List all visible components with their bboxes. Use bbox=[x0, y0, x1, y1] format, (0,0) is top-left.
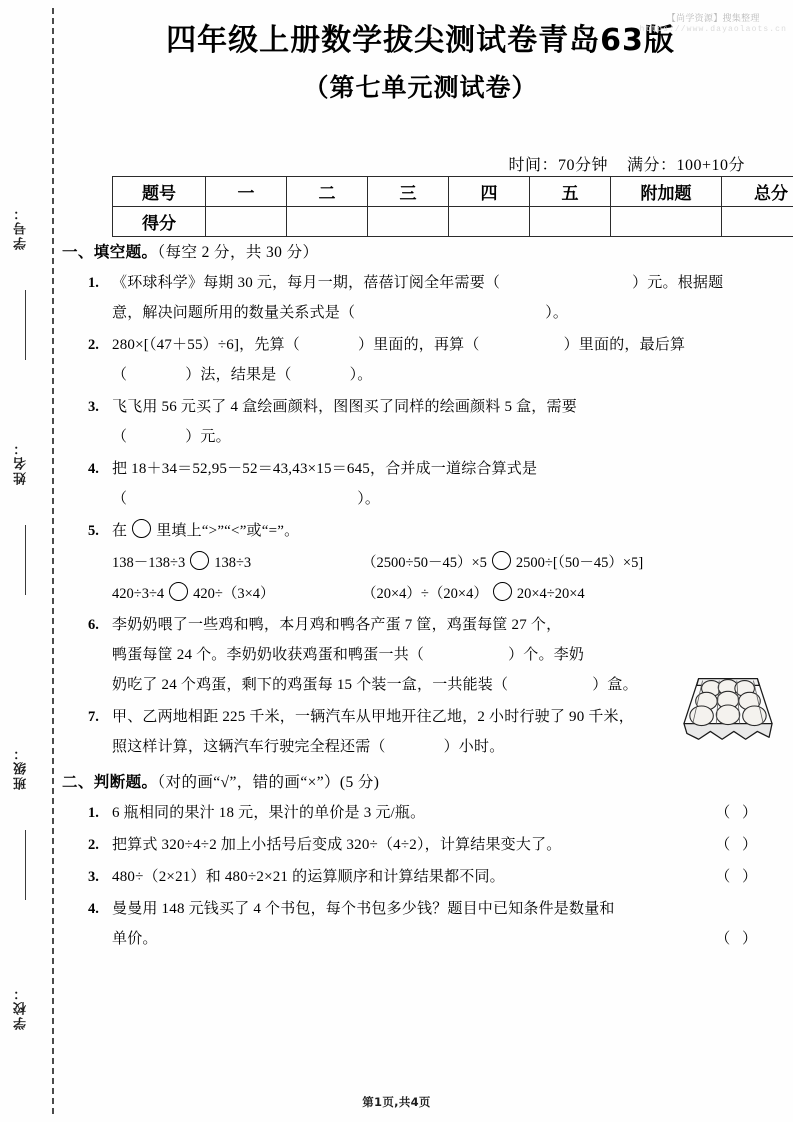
page-footer: 第1页,共4页 bbox=[362, 1095, 431, 1109]
q7-line2-b: ）小时。 bbox=[443, 739, 505, 755]
question-number: 7. bbox=[88, 709, 99, 725]
q3-line1: 飞飞用 56 元买了 4 盒绘画颜料，图图买了同样的绘画颜料 5 盒，需要 bbox=[112, 399, 577, 415]
score-table-header-bonus: 附加题 bbox=[611, 177, 722, 207]
score-table-header-part-2: 二 bbox=[287, 177, 368, 207]
question-number: 3. bbox=[88, 869, 99, 885]
score-cell-part-3[interactable] bbox=[368, 207, 449, 237]
q2-line1-c: ）里面的，最后算 bbox=[563, 337, 686, 353]
judge-4-text-2: 单价。 bbox=[112, 931, 158, 947]
score-table-value-row bbox=[113, 207, 793, 237]
judge-2-answer-box[interactable]: （ ） bbox=[715, 837, 761, 853]
question-number: 2. bbox=[88, 837, 99, 853]
egg-carton-icon bbox=[679, 659, 777, 751]
q2-line1-b: ）里面的，再算（ bbox=[357, 337, 480, 353]
question-number: 2. bbox=[88, 337, 99, 353]
margin-rule-2 bbox=[25, 525, 26, 595]
score-cell-bonus[interactable] bbox=[611, 207, 722, 237]
section-two-label: 二、判断题。 bbox=[62, 774, 158, 791]
cmp-4-left: （20×4）÷（20×4） bbox=[362, 586, 488, 602]
score-table-header-part-4: 四 bbox=[449, 177, 530, 207]
margin-rule-3 bbox=[25, 830, 26, 900]
q4-line1: 把 18＋34＝52,95－52＝43,43×15＝645，合并成一道综合算式是 bbox=[112, 461, 538, 477]
cmp-4-right: 20×4÷20×4 bbox=[516, 586, 585, 602]
question-number: 1. bbox=[88, 275, 99, 291]
section-one-note: （每空 2 分，共 30 分） bbox=[157, 244, 319, 261]
q5-line1-a: 在 bbox=[112, 523, 128, 539]
q7-line1: 甲、乙两地相距 225 千米，一辆汽车从甲地开往乙地，2 小时行驶了 90 千米， bbox=[112, 709, 634, 725]
score-table-header-label: 题号 bbox=[113, 177, 206, 207]
comparison-circle-icon[interactable] bbox=[132, 519, 151, 538]
q6-line3-a: 奶吃了 24 个鸡蛋，剩下的鸡蛋每 15 个装一盒，一共能装（ bbox=[112, 677, 509, 693]
q2-line2-c: ）。 bbox=[349, 367, 373, 383]
q3-line2-a: （ bbox=[112, 429, 128, 445]
comparison-row-2 bbox=[62, 579, 779, 610]
score-table-header-row bbox=[113, 177, 793, 207]
comparison-circle-icon[interactable] bbox=[190, 551, 209, 570]
cmp-2-left: （2500÷50－45）×5 bbox=[362, 555, 487, 571]
judge-3-text: 480÷（2×21）和 480÷2×21 的运算顺序和计算结果都不同。 bbox=[112, 869, 505, 885]
q1-line1-a: 《环球科学》每期 30 元，每月一期，蓓蓓订阅全年需要（ bbox=[112, 275, 501, 291]
comparison-circle-icon[interactable] bbox=[493, 582, 512, 601]
binding-dashed-line bbox=[52, 8, 54, 1114]
q2-line2-a: （ bbox=[112, 367, 128, 383]
score-cell-part-1[interactable] bbox=[206, 207, 287, 237]
section-heading-fill-blank bbox=[62, 240, 779, 262]
question-judge-3 bbox=[62, 862, 779, 892]
question-judge-1 bbox=[62, 798, 779, 828]
score-table bbox=[112, 176, 793, 237]
judge-4-text: 曼曼用 148 元钱买了 4 个书包，每个书包多少钱？题目中已知条件是数量和 bbox=[112, 901, 615, 917]
exam-content bbox=[62, 240, 779, 956]
q1-line2-a: 意，解决问题所用的数量关系式是（ bbox=[112, 305, 356, 321]
question-fill-2 bbox=[62, 330, 779, 390]
question-number: 6. bbox=[88, 617, 99, 633]
score-table-header-total: 总分 bbox=[722, 177, 793, 207]
margin-label-school: 学校： bbox=[14, 985, 29, 1030]
judge-4-answer-box[interactable]: （ ） bbox=[715, 931, 761, 947]
question-fill-1 bbox=[62, 268, 779, 328]
question-fill-7 bbox=[62, 702, 779, 762]
q7-line2-a: 照这样计算，这辆汽车行驶完全程还需（ bbox=[112, 739, 386, 755]
comparison-row-1 bbox=[62, 548, 779, 579]
question-fill-3 bbox=[62, 392, 779, 452]
q2-line1-a: 280×[（47＋55）÷6]，先算（ bbox=[112, 337, 300, 353]
section-heading-true-false bbox=[62, 770, 779, 792]
comparison-circle-icon[interactable] bbox=[169, 582, 188, 601]
comparison-circle-icon[interactable] bbox=[492, 551, 511, 570]
watermark bbox=[639, 14, 787, 35]
exam-full-score: 满分：100+10分 bbox=[626, 157, 745, 174]
question-judge-4 bbox=[62, 894, 779, 954]
score-cell-part-5[interactable] bbox=[530, 207, 611, 237]
score-table-row-label: 得分 bbox=[113, 207, 206, 237]
score-table-header-part-5: 五 bbox=[530, 177, 611, 207]
section-one-label: 一、填空题。 bbox=[62, 244, 158, 261]
cmp-3-left: 420÷3÷4 bbox=[112, 586, 165, 602]
score-table-header-part-1: 一 bbox=[206, 177, 287, 207]
margin-label-student-id: 学号： bbox=[14, 205, 29, 250]
q6-line3-b: ）盒。 bbox=[592, 677, 638, 693]
judge-1-answer-box[interactable]: （ ） bbox=[715, 805, 761, 821]
question-number: 5. bbox=[88, 523, 99, 539]
margin-label-student-name: 姓名： bbox=[14, 440, 29, 485]
cmp-1-left: 138－138÷3 bbox=[112, 555, 186, 571]
q2-line2-b: ）法，结果是（ bbox=[185, 367, 292, 383]
watermark-source-text: 【尚学资源】搜集整理 bbox=[666, 14, 760, 24]
question-number: 4. bbox=[88, 901, 99, 917]
q1-line2-b: ）。 bbox=[545, 305, 569, 321]
cmp-2-right: 2500÷[（50－45）×5] bbox=[515, 555, 644, 571]
q3-line2-b: ）元。 bbox=[185, 429, 231, 445]
q6-line1: 李奶奶喂了一些鸡和鸭，本月鸡和鸭各产蛋 7 筐，鸡蛋每筐 27 个， bbox=[112, 617, 562, 633]
score-cell-part-4[interactable] bbox=[449, 207, 530, 237]
judge-2-text: 把算式 320÷4÷2 加上小括号后变成 320÷（4÷2），计算结果变大了。 bbox=[112, 837, 562, 853]
question-number: 4. bbox=[88, 461, 99, 477]
cmp-3-right: 420÷（3×4） bbox=[193, 586, 275, 602]
student-info-margin bbox=[0, 0, 52, 1122]
page-title: 四年级上册数学拔尖测试卷青岛63版 bbox=[166, 23, 675, 58]
q6-line2-a: 鸭蛋每筐 24 个。李奶奶收获鸡蛋和鸭蛋一共（ bbox=[112, 647, 425, 663]
margin-rule-1 bbox=[25, 290, 26, 360]
question-number: 3. bbox=[88, 399, 99, 415]
q5-line1-b: 里填上“>”“<”或“=”。 bbox=[156, 523, 300, 539]
score-table-header-part-3: 三 bbox=[368, 177, 449, 207]
score-cell-total[interactable] bbox=[722, 207, 793, 237]
judge-1-text: 6 瓶相同的果汁 18 元，果汁的单价是 3 元/瓶。 bbox=[112, 805, 426, 821]
question-judge-2 bbox=[62, 830, 779, 860]
watermark-url-text: https://www.dayaolaots.cn bbox=[639, 25, 787, 35]
q6-line2-b: ）个。李奶 bbox=[508, 647, 585, 663]
q1-line1-b: ）元。根据题 bbox=[632, 275, 724, 291]
cmp-1-right: 138÷3 bbox=[214, 555, 252, 571]
question-fill-5 bbox=[62, 516, 779, 546]
question-fill-6 bbox=[62, 610, 779, 700]
q4-line2-b: ）。 bbox=[357, 491, 381, 507]
page-subtitle: （第七单元测试卷） bbox=[303, 72, 538, 102]
exam-meta bbox=[60, 152, 745, 175]
score-cell-part-2[interactable] bbox=[287, 207, 368, 237]
question-number: 1. bbox=[88, 805, 99, 821]
margin-label-class: 班级： bbox=[14, 745, 29, 790]
judge-3-answer-box[interactable]: （ ） bbox=[715, 869, 761, 885]
exam-duration: 时间：70分钟 bbox=[508, 157, 608, 174]
q4-line2-a: （ bbox=[112, 491, 128, 507]
question-fill-4 bbox=[62, 454, 779, 514]
section-two-note: （对的画“√”，错的画“×”）(5 分) bbox=[157, 774, 380, 791]
